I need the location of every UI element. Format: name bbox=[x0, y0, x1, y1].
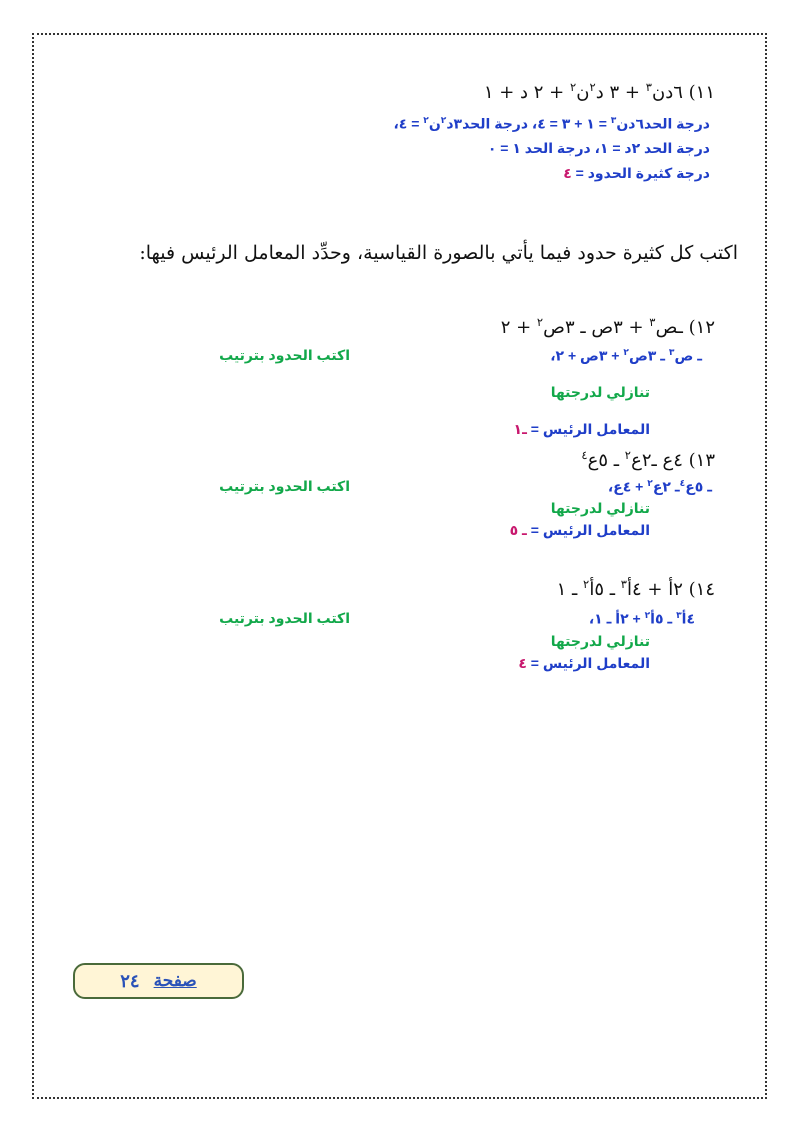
page-border bbox=[32, 33, 767, 1099]
polynomial-degree-value: ٤ bbox=[563, 165, 572, 181]
problem-13-leading-coefficient bbox=[510, 522, 650, 539]
problem-13-answer: ـ ٥ع$^٤$ـ ٢ع$^٢$ + ٤ع، bbox=[607, 478, 712, 495]
page-number: ٢٤ bbox=[120, 970, 140, 992]
leading-coefficient-label: المعامل الرئيس = bbox=[526, 522, 650, 538]
problem-12-expression: ١٢) ـص$^٣$ + ٣ص ـ ٣ص$^٢$ + ٢ bbox=[500, 315, 715, 338]
problem-14-answer: ٤أ$^٣$ ـ ٥أ$^٢$ + ٢أ ـ ١، bbox=[588, 610, 695, 627]
problem-14-leading-coefficient bbox=[518, 655, 650, 672]
problem-11-degree-line-1: درجة الحد٦دن$^٣$ = ١ + ٣ = ٤، درجة الحد٣د$^٢$ن$^٢$ = ٤، bbox=[393, 115, 710, 132]
leading-coefficient-label: المعامل الرئيس = bbox=[526, 655, 650, 671]
problem-12-answer: ـ ص$^٣$ ـ ٣ص$^٢$ + ٣ص + ٢، bbox=[550, 347, 702, 364]
polynomial-degree-label: درجة كثيرة الحدود = bbox=[571, 165, 710, 181]
leading-coefficient-value: ٤ bbox=[518, 655, 527, 671]
page-number-badge bbox=[73, 963, 244, 999]
problem-13-expression: ١٣) ٤ع ـ٢ع$^٢$ ـ ٥ع$^٤$ bbox=[581, 448, 715, 471]
leading-coefficient-label: المعامل الرئيس = bbox=[526, 421, 650, 437]
problem-14-expression: ١٤) ٢أ + ٤أ$^٣$ ـ ٥أ$^٢$ ـ ١ bbox=[556, 577, 715, 600]
leading-coefficient-value: ـ ٥ bbox=[509, 522, 527, 538]
problem-12-note-1: اكتب الحدود بترتيب bbox=[219, 347, 350, 363]
problem-14-note-2: تنازلي لدرجتها bbox=[550, 633, 650, 649]
instruction-text: اكتب كل كثيرة حدود فيما يأتي بالصورة القياسية، وحدِّد المعامل الرئيس فيها: bbox=[139, 242, 738, 264]
leading-coefficient-value: ـ١ bbox=[513, 421, 527, 437]
problem-11-polynomial-degree bbox=[563, 165, 710, 182]
problem-14-note-1: اكتب الحدود بترتيب bbox=[219, 610, 350, 626]
problem-11-degree-line-2: درجة الحد ٢د = ١، درجة الحد ١ = ٠ bbox=[487, 140, 710, 156]
problem-13-note-2: تنازلي لدرجتها bbox=[550, 500, 650, 516]
problem-11-expression: ١١) ٦دن$^٣$ + ٣ د$^٢$ن$^٢$ + ٢ د + ١ bbox=[483, 80, 715, 103]
problem-12-note-2: تنازلي لدرجتها bbox=[550, 384, 650, 400]
page-label: صفحة bbox=[153, 971, 197, 991]
problem-12-leading-coefficient bbox=[514, 421, 650, 438]
problem-13-note-1: اكتب الحدود بترتيب bbox=[219, 478, 350, 494]
